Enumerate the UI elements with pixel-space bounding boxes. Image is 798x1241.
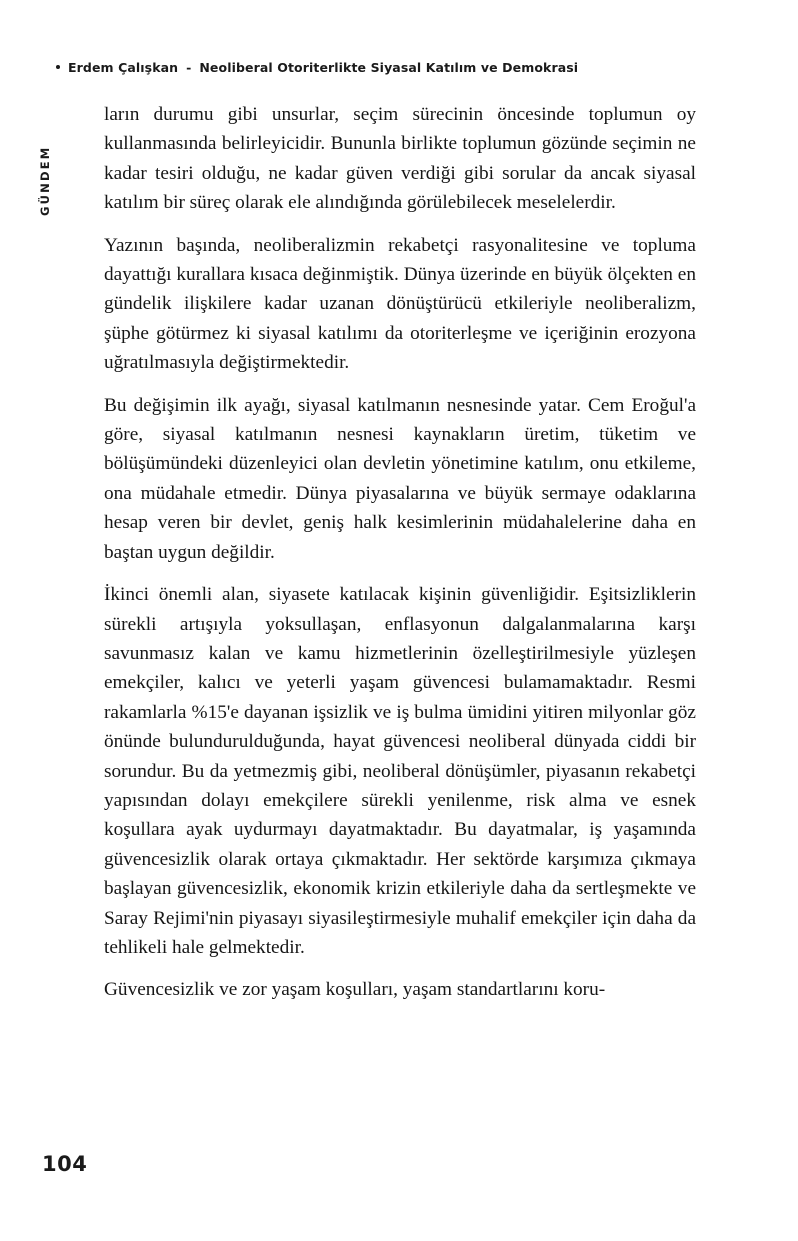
paragraph: Bu değişimin ilk ayağı, siyasal katılmanın nesnesinde yatar. Cem Eroğul'a göre, siyasal katılmanın nesnesi kaynakların üretim, tüketim ve bölüşümündeki düzenleyici olan devletin yönetimine katılım, onu etkileme, ona müdahale etmedir. Dünya piyasalarına ve büyük sermaye odaklarına hesap veren bir devlet, geniş halk kesimlerinin müdahalelerine daha en baştan uygun değildir. bbox=[104, 394, 696, 563]
section-tab-label: GÜNDEM bbox=[38, 145, 52, 216]
running-header bbox=[56, 60, 736, 75]
header-author: Erdem Çalışkan bbox=[68, 60, 179, 75]
page-number: 104 bbox=[42, 1152, 88, 1176]
paragraph: Yazının başında, neoliberalizmin rekabetçi rasyonalitesine ve topluma dayattığı kurallara kısaca değinmiştik. Dünya üzerinde en büyük ölçekten en gündelik ilişkilere kadar uzanan dönüştürücü etkileriyle neoliberalizm, şüphe götürmez ki siyasal katılımı da otoriterleşme ve içeriğinin erozyona uğratılmasıyla değiştirmektedir. bbox=[104, 234, 696, 374]
bullet-icon bbox=[56, 65, 60, 69]
paragraph: İkinci önemli alan, siyasete katılacak kişinin güvenliğidir. Eşitsizliklerin sürekli artışıyla yoksullaşan, enflasyonun dalgalanmalarına karşı savunmasız kalan ve kamu hizmetlerinin özelleştirilmesiyle yüzleşen emekçiler, kalıcı ve yeterli yaşam güvencesi bulamamaktadır. Resmi rakamlarla %15'e dayanan işsizlik ve iş bulma ümidini yitiren milyonlar göz önünde bulundurulduğunda, hayat güvencesi neoliberal dünyada ciddi bir sorundur. Bu da yetmezmiş gibi, neoliberal dönüşümler, piyasanın rekabetçi yapısından dolayı emekçilere sürekli yenilenme, risk alma ve esnek koşullara ayak uydurmayı dayatmaktadır. Bu dayatmalar, iş yaşamında güvencesizlik olarak ortaya çıkmaktadır. Her sektörde karşımıza çıkmaya başlayan güvencesizlik, ekonomik krizin etkileriyle daha da sertleşmekte ve Saray Rejimi'nin piyasayı siyasileştirmesiyle muhalif emekçiler için daha da tehlikeli hale gelmektedir. bbox=[104, 584, 696, 958]
section-tab bbox=[34, 98, 56, 218]
header-separator: - bbox=[186, 60, 192, 75]
header-article-title: Neoliberal Otoriterlikte Siyasal Katılım ve Demokrasi bbox=[199, 60, 579, 75]
paragraph: ların durumu gibi unsurlar, seçim sürecinin öncesinde toplumun oy kullanmasında belirleyicidir. Bununla birlikte toplumun gözünde seçimin ne kadar tesiri olduğu, ne kadar güven verdiği gibi sorular da ancak siyasal katılım bir süreç olarak ele alındığında görülebilecek meselelerdir. bbox=[104, 104, 696, 214]
paragraph: Güvencesizlik ve zor yaşam koşulları, yaşam standartlarını koru- bbox=[104, 979, 606, 1001]
body-text-column bbox=[104, 100, 696, 1005]
